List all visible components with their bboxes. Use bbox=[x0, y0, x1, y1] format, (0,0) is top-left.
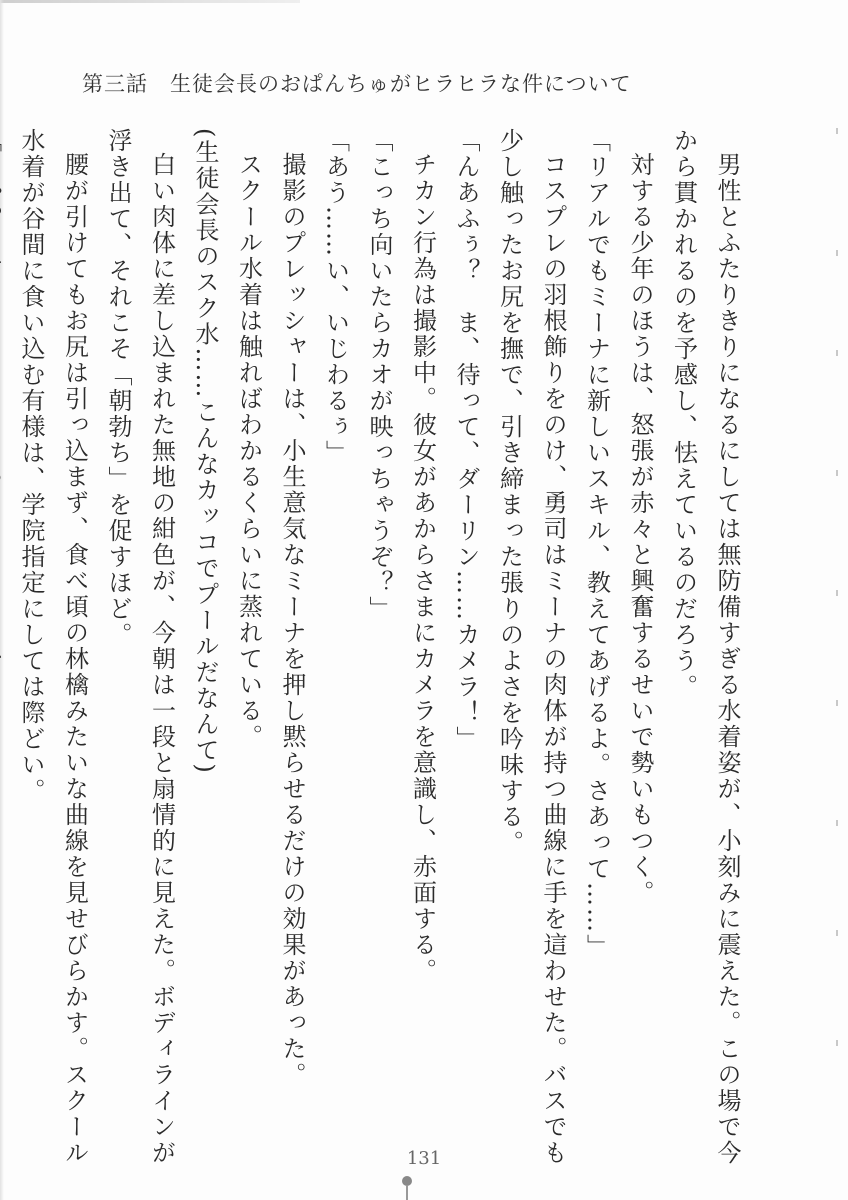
text-line: コスプレの羽根飾りをのけ、勇司はミーナの肉体が持つ曲線に手を這わせた。バスでも bbox=[539, 152, 567, 1166]
text-line: から貫かれるのを予感し、怯えているのだろう。 bbox=[669, 128, 698, 700]
edge-mark bbox=[836, 470, 838, 476]
page-marker-dot bbox=[402, 1176, 412, 1186]
top-edge-rule bbox=[0, 0, 300, 3]
edge-mark bbox=[836, 930, 838, 936]
edge-mark bbox=[836, 1040, 838, 1046]
page-marker-stem bbox=[406, 1186, 408, 1200]
text-line: チカン行為は撮影中。彼女があからさまにカメラを意識し、赤面する。 bbox=[408, 152, 437, 984]
edge-mark bbox=[836, 820, 838, 826]
edge-mark bbox=[836, 128, 838, 134]
dialogue-line bbox=[0, 128, 9, 1118]
thought-line: (生徒会長のスク水……こんなカッコでプールだなんて) bbox=[191, 128, 219, 775]
dialogue-line: 「あう……い、いじわるぅ」 bbox=[321, 128, 350, 466]
edge-mark bbox=[836, 250, 838, 256]
edge-mark bbox=[836, 700, 838, 706]
dialogue-line: 「んあふぅ？ ま、待って、ダーリン……カメラ！」 bbox=[452, 128, 480, 752]
text-line: 白い肉体に差し込まれた無地の紺色が、今朝は一段と扇情的に見えた。ボディラインが bbox=[147, 152, 176, 1166]
edge-mark bbox=[836, 590, 838, 596]
text-line: 撮影のプレッシャーは、小生意気なミーナを押し黙らせるだけの効果があった。 bbox=[278, 152, 306, 1088]
dialogue-line: 「リアルでもミーナに新しいスキル、教えてあげるよ。さあって……」 bbox=[582, 128, 611, 960]
text-line: 少し触ったお尻を撫で、引き締まった張りのよさを吟味する。 bbox=[495, 128, 524, 856]
text-line: 対する少年のほうは、怒張が赤々と興奮するせいで勢いもつく。 bbox=[626, 152, 654, 906]
running-header bbox=[82, 68, 642, 98]
page-number: 131 bbox=[406, 1148, 442, 1169]
text-line: 水着が谷間に食い込む有様は、学院指定にしては際どい。 bbox=[17, 128, 45, 804]
text-line: 腰が引けてもお尻は引っ込まず、食べ頃の林檎みたいな曲線を見せびらかす。スクール bbox=[60, 152, 89, 1166]
dialogue-line: 「こっち向いたらカオが映っちゃうぞ？」 bbox=[365, 128, 393, 622]
text-line: スクール水着は触ればわかるくらいに蒸れている。 bbox=[234, 152, 263, 750]
chapter-number: 第三話 bbox=[82, 72, 148, 96]
text-line: 浮き出て、それこそ「朝勃ち」を促すほど。 bbox=[104, 128, 132, 648]
edge-mark bbox=[836, 350, 838, 356]
text-line: 男性とふたりきりになるにしては無防備すぎる水着姿が、小刻みに震えた。この場で今 bbox=[713, 152, 741, 1166]
chapter-title: 生徒会長のおぱんちゅがヒラヒラな件について bbox=[170, 72, 632, 96]
